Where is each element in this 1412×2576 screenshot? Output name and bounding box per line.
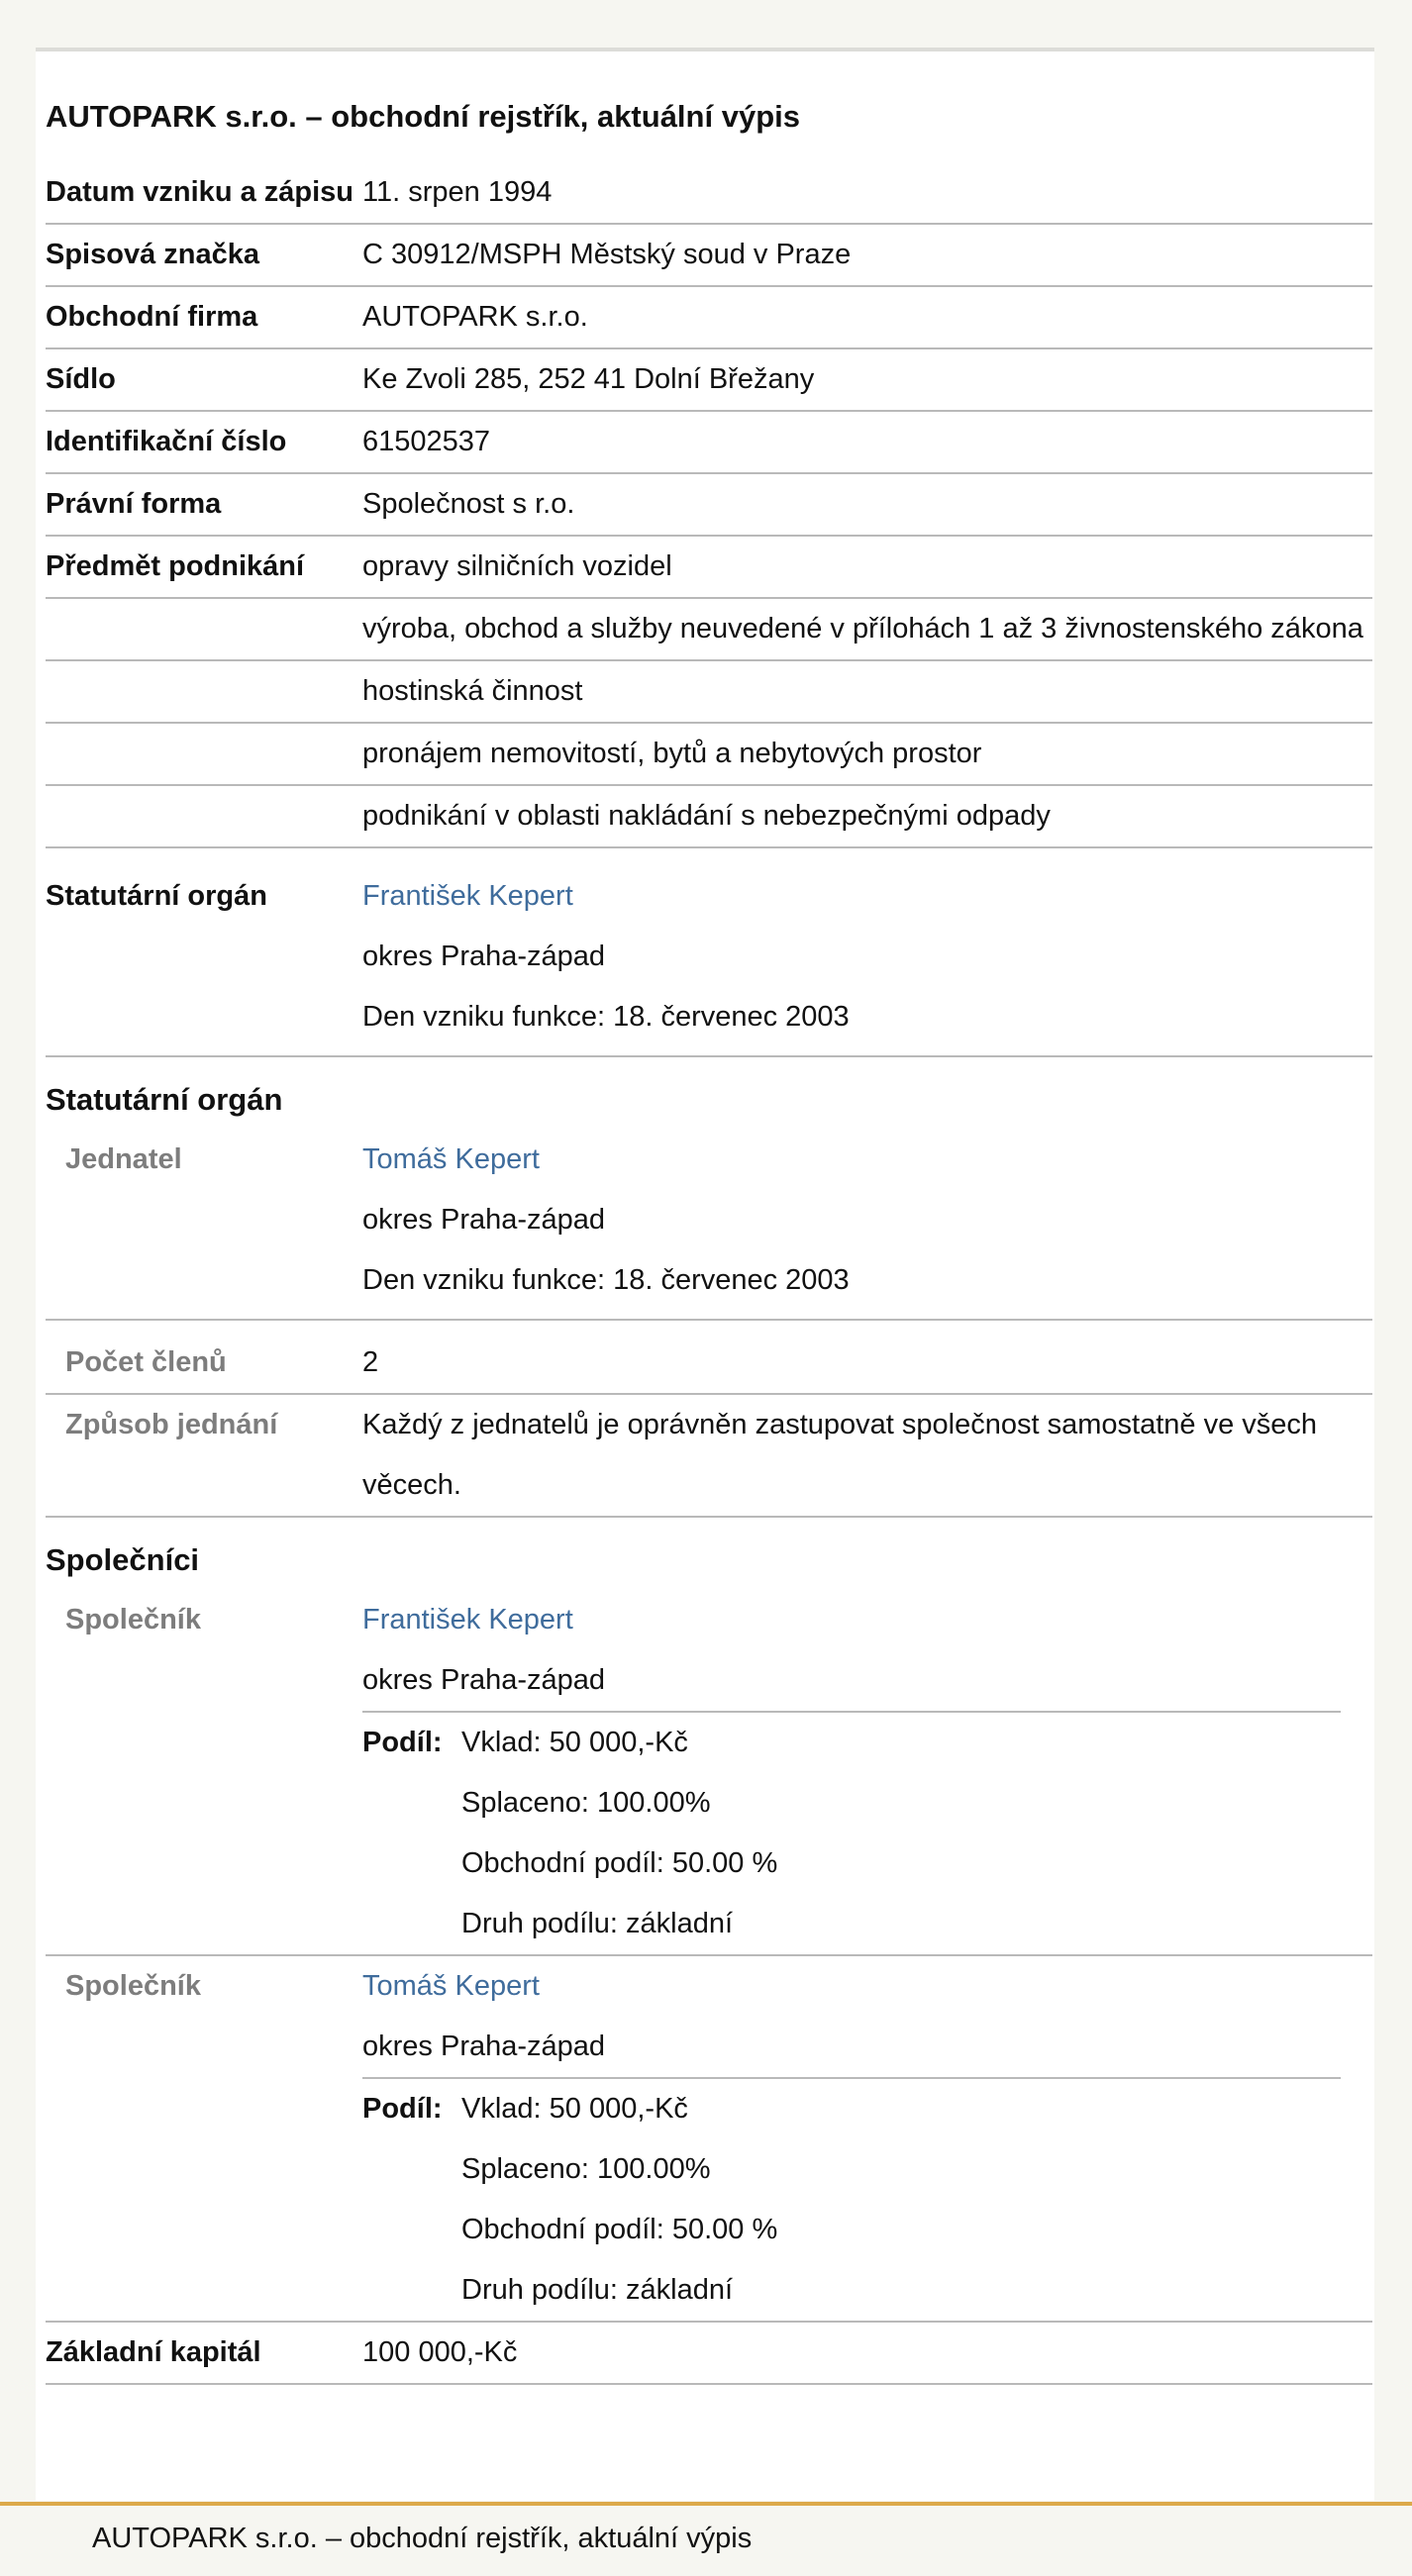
label-pravni-forma: Právní forma (46, 488, 222, 520)
value-obchodni-firma: AUTOPARK s.r.o. (362, 301, 588, 333)
row-spolecnik-1 (46, 1590, 1372, 1956)
label-sidlo: Sídlo (46, 363, 116, 395)
value-predmet-item: opravy silničních vozidel (362, 550, 672, 582)
label-empty (46, 661, 362, 722)
person-district: okres Praha-západ (362, 2031, 606, 2062)
section-heading-spolecnici: Společníci (46, 1542, 200, 1577)
person-district: okres Praha-západ (362, 941, 606, 972)
value-zpusob-jednani: Každý z jednatelů je oprávněn zastupovat společnost samostatně ve všech věcech. (362, 1409, 1318, 1501)
label-empty (46, 786, 362, 846)
page-footer (0, 2502, 1412, 2576)
value-identifikacni-cislo: 61502537 (362, 426, 491, 457)
label-identifikacni-cislo: Identifikační číslo (46, 426, 287, 457)
row-predmet-podnikani-1 (46, 537, 1372, 599)
person-district: okres Praha-západ (362, 1664, 606, 1696)
label-statutarni-organ: Statutární orgán (46, 880, 267, 912)
value-spolecnik (362, 1956, 1372, 2321)
page-title: AUTOPARK s.r.o. – obchodní rejstřík, aktuální výpis (46, 99, 800, 134)
value-spolecnik (362, 1590, 1372, 1954)
row-spolecnik-2 (46, 1956, 1372, 2323)
row-predmet-podnikani-3 (46, 661, 1372, 724)
label-pocet-clenu: Počet členů (65, 1346, 227, 1378)
share-obchodni-podil: Obchodní podíl: 50.00 % (461, 1847, 778, 1879)
value-pravni-forma: Společnost s r.o. (362, 488, 575, 520)
row-spisova-znacka (46, 225, 1372, 287)
row-jednatel (46, 1130, 1372, 1321)
person-link[interactable]: Tomáš Kepert (362, 1143, 540, 1175)
person-district: okres Praha-západ (362, 1204, 606, 1236)
person-link[interactable]: František Kepert (362, 1604, 573, 1635)
value-predmet-item: pronájem nemovitostí, bytů a nebytových prostor (362, 738, 982, 769)
value-predmet-item: výroba, obchod a služby neuvedené v přílohách 1 až 3 živnostenského zákona (362, 613, 1363, 644)
value-pocet-clenu: 2 (362, 1346, 379, 1378)
value-predmet-item: podnikání v oblasti nakládání s nebezpečnými odpady (362, 800, 1051, 832)
row-pocet-clenu (46, 1321, 1372, 1395)
share-druh: Druh podílu: základní (461, 2274, 734, 2306)
person-link[interactable]: Tomáš Kepert (362, 1970, 540, 2002)
label-spolecnik: Společník (65, 1604, 201, 1635)
label-obchodni-firma: Obchodní firma (46, 301, 258, 333)
value-jednatel (362, 1130, 1372, 1311)
value-datum-vzniku: 11. srpen 1994 (362, 176, 553, 208)
function-since: Den vzniku funkce: 18. červenec 2003 (362, 1001, 850, 1033)
share-vklad: Vklad: 50 000,-Kč (461, 2093, 688, 2125)
label-jednatel: Jednatel (65, 1143, 182, 1175)
row-predmet-podnikani-2 (46, 599, 1372, 661)
share-details (461, 1713, 1372, 1954)
row-obchodni-firma (46, 287, 1372, 349)
share-druh: Druh podílu: základní (461, 1908, 734, 1939)
share-splaceno: Splaceno: 100.00% (461, 2153, 711, 2185)
label-empty (46, 599, 362, 659)
share-obchodni-podil: Obchodní podíl: 50.00 % (461, 2214, 778, 2245)
value-zakladni-kapital: 100 000,-Kč (362, 2336, 518, 2368)
document-page (36, 48, 1374, 2501)
row-zpusob-jednani (46, 1395, 1372, 1518)
value-statutarni-organ (362, 866, 1372, 1047)
share-block (362, 2079, 1372, 2321)
share-details (461, 2079, 1372, 2321)
value-sidlo: Ke Zvoli 285, 252 41 Dolní Břežany (362, 363, 815, 395)
section-heading-statutarni-organ: Statutární orgán (46, 1082, 283, 1117)
row-statutarni-organ (46, 848, 1372, 1057)
label-zpusob-jednani: Způsob jednání (65, 1409, 278, 1440)
row-predmet-podnikani-4 (46, 724, 1372, 786)
share-block (362, 1713, 1372, 1954)
row-sidlo (46, 349, 1372, 412)
row-predmet-podnikani-5 (46, 786, 1372, 848)
person-link[interactable]: František Kepert (362, 880, 573, 912)
footer-title: AUTOPARK s.r.o. – obchodní rejstřík, aktuální výpis (92, 2523, 753, 2554)
label-empty (46, 724, 362, 784)
label-spolecnik: Společník (65, 1970, 201, 2002)
share-splaceno: Splaceno: 100.00% (461, 1787, 711, 1819)
share-vklad: Vklad: 50 000,-Kč (461, 1727, 688, 1758)
label-spisova-znacka: Spisová značka (46, 239, 259, 270)
label-zakladni-kapital: Základní kapitál (46, 2336, 261, 2368)
row-pravni-forma (46, 474, 1372, 537)
function-since: Den vzniku funkce: 18. červenec 2003 (362, 1264, 850, 1296)
share-label: Podíl: (362, 2093, 443, 2125)
register-extract (46, 51, 1372, 2385)
value-spisova-znacka: C 30912/MSPH Městský soud v Praze (362, 239, 852, 270)
row-zakladni-kapital (46, 2323, 1372, 2385)
label-predmet-podnikani: Předmět podnikání (46, 550, 305, 582)
row-datum-vzniku (46, 162, 1372, 225)
share-label: Podíl: (362, 1727, 443, 1758)
value-predmet-item: hostinská činnost (362, 675, 583, 707)
label-datum-vzniku: Datum vzniku a zápisu (46, 176, 354, 208)
row-identifikacni-cislo (46, 412, 1372, 474)
